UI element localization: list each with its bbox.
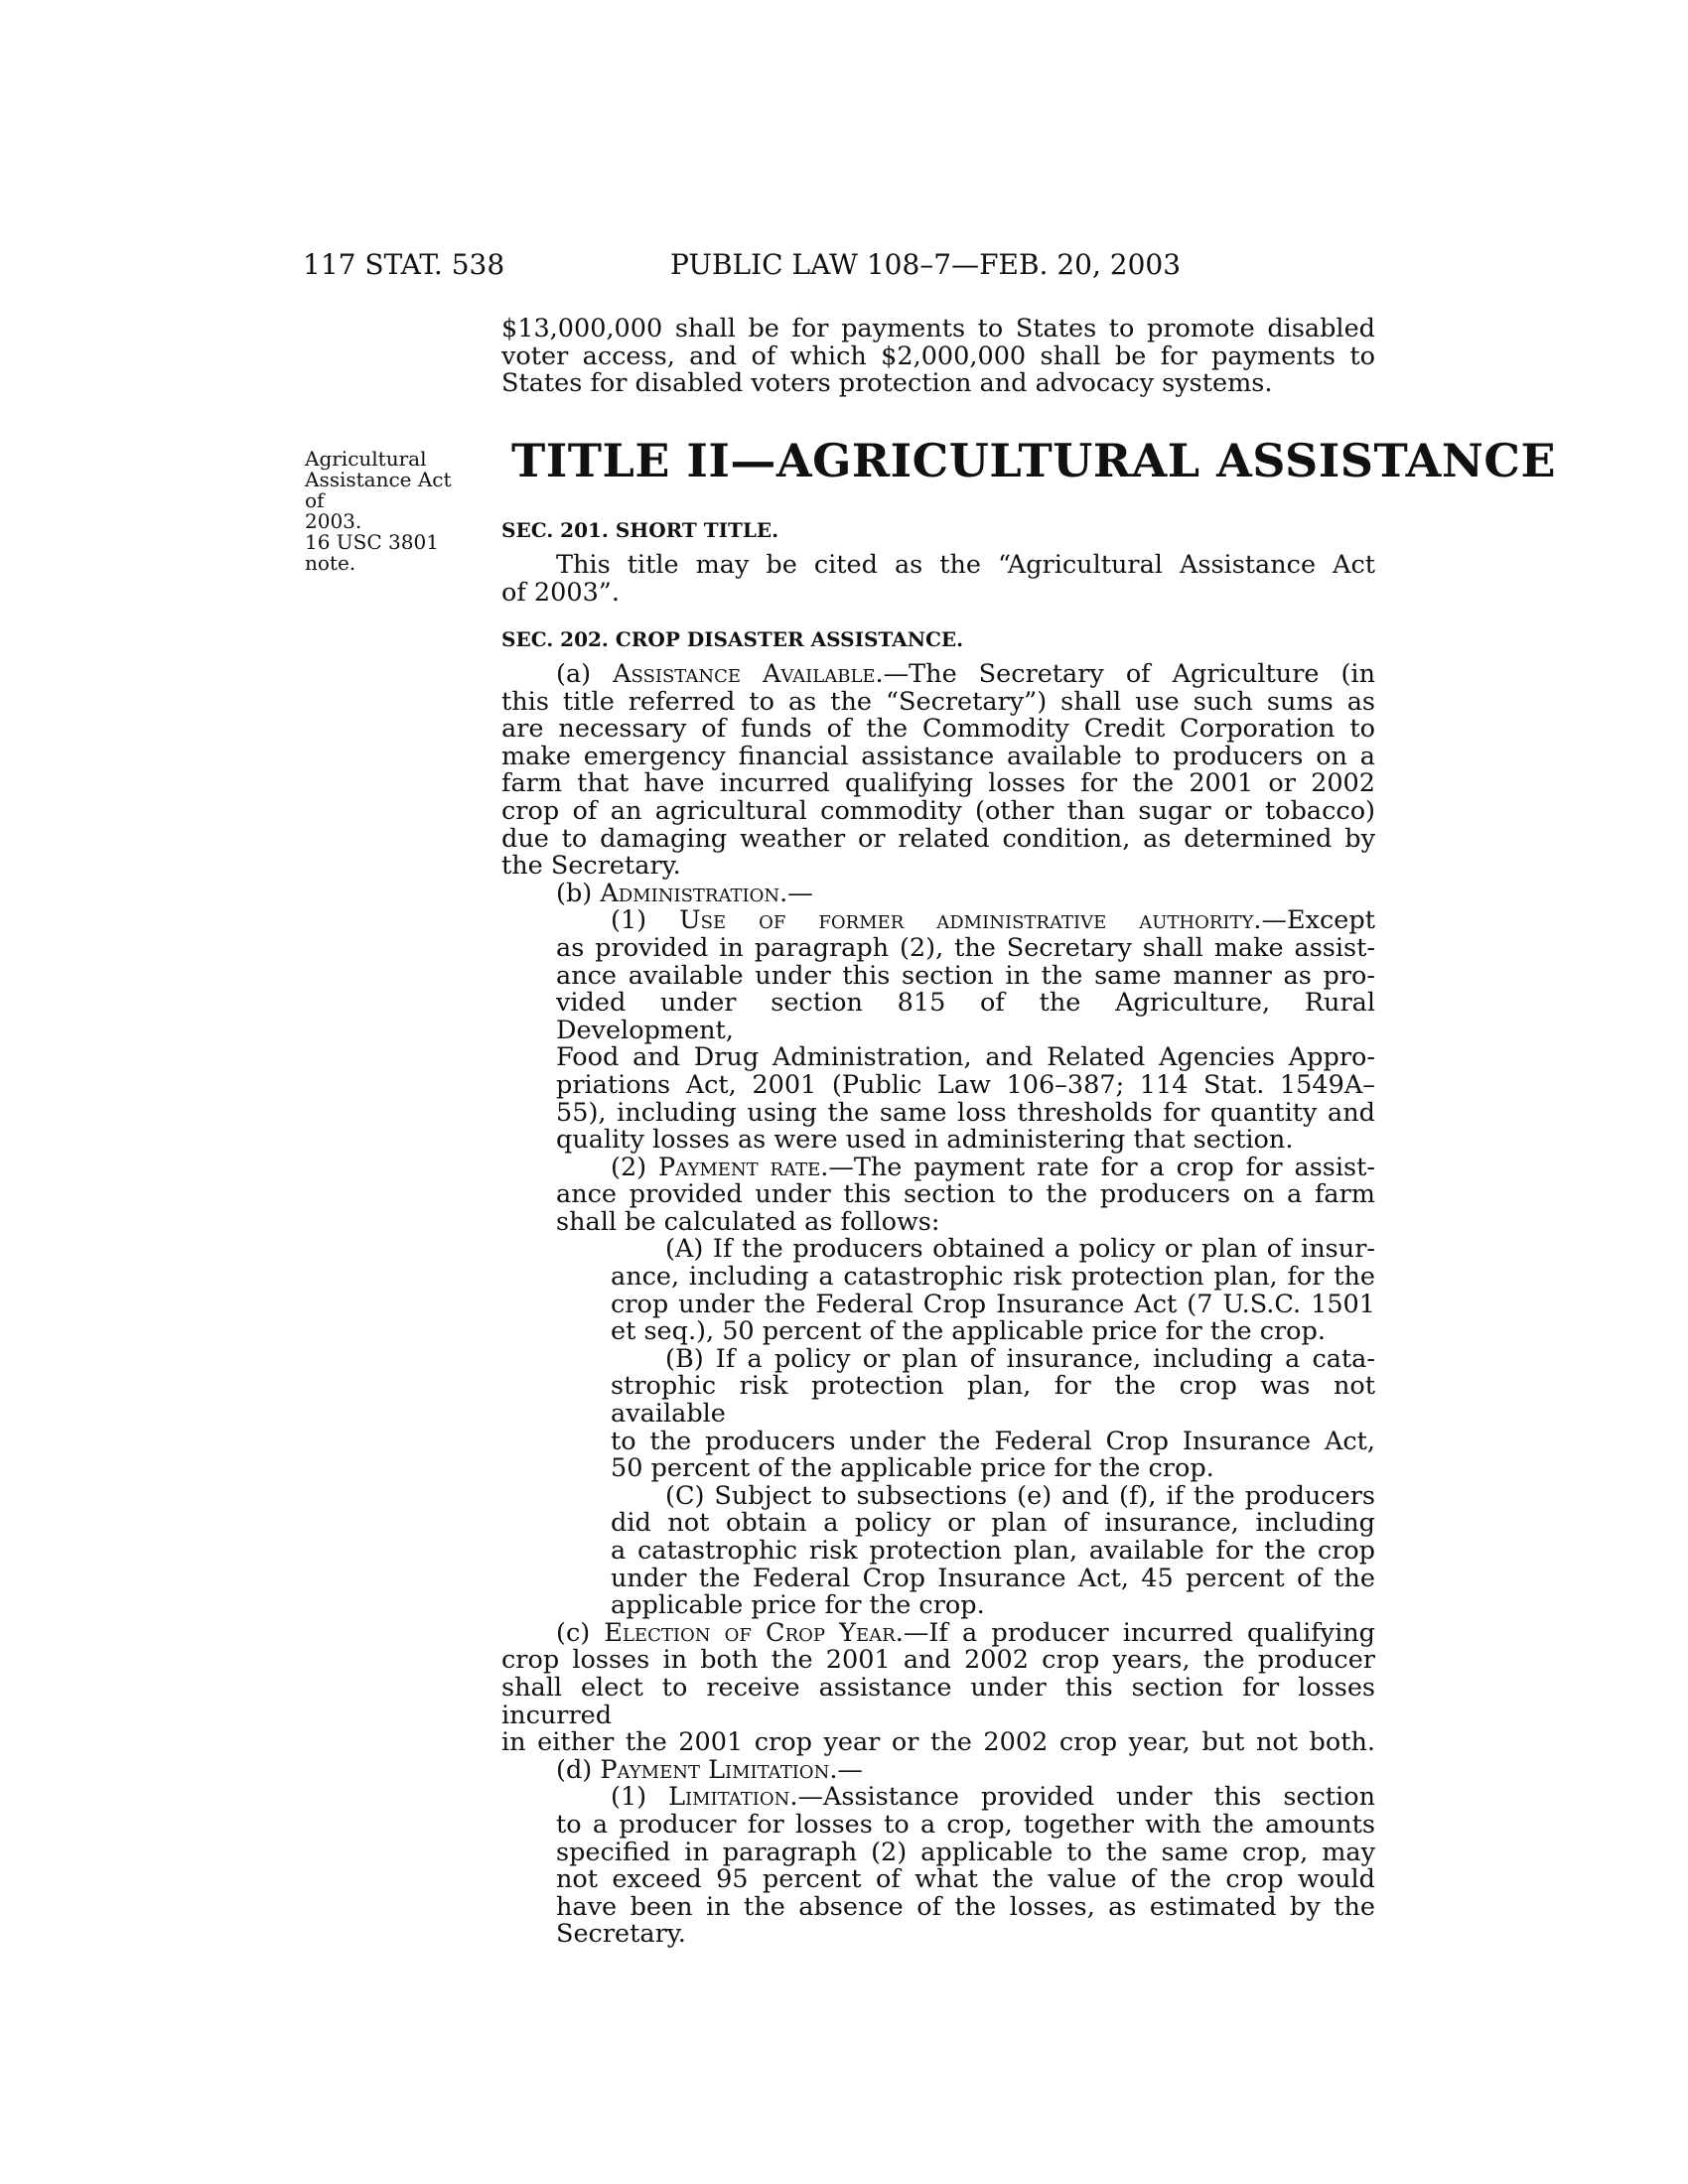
subparagraph-C: (C) Subject to subsections (e) and (f), if the producers did not obtain a policy or plan of insurance, including a catastrophic risk protection plan, available for the crop under the Federal Crop Insurance Act, 45 percent of the applicable price for the crop. xyxy=(611,1480,1375,1621)
text-line: 55), including using the same loss thresholds for quantity and xyxy=(556,1097,1375,1128)
text-line: of 2003”. xyxy=(501,577,620,608)
text-line: ance available under this section in the same manner as pro- xyxy=(556,960,1375,991)
paragraph-b2: (2) Payment rate.—The payment rate for a crop for assist- ance provided under this section to the producers on a farm shall be calculated as follows: xyxy=(556,1152,1375,1237)
text-line: Food and Drug Administration, and Related Agencies Appro- xyxy=(556,1042,1375,1073)
subparagraph-A: (A) If the producers obtained a policy or plan of insur- ance, including a catastrophic risk protection plan, for the crop under the Federal Crop Insurance Act (7 U.S.C. 1501 et seq.), 50 percent of the applicable price for the crop. xyxy=(611,1234,1375,1347)
text-line: crop losses in both the 2001 and 2002 crop years, the producer xyxy=(501,1645,1375,1676)
text-line: $13,000,000 shall be for payments to States to promote disabled xyxy=(501,314,1375,343)
text-line: quality losses as were used in administering that section. xyxy=(556,1125,1294,1156)
text-line: the Secretary. xyxy=(501,851,681,882)
paragraph-d1: (1) Limitation.—Assistance provided under this section to a producer for losses to a crop, together with the amounts specified in paragraph (2) applicable to the same crop, may not exceed 95 percent of what the value of the crop would have been in the absence of the losses, as estimated by the Secretary. xyxy=(556,1782,1375,1950)
text-line: shall elect to receive assistance under this section for losses incurred xyxy=(501,1672,1375,1730)
title-heading: TITLE II—AGRICULTURAL ASSISTANCE xyxy=(511,434,1557,487)
section-202-body xyxy=(501,661,1375,1949)
text-line: vided under section 815 of the Agriculture, Rural Development, xyxy=(556,988,1375,1045)
margin-note-short-title: Agricultural Assistance Act of 2003. 16 USC 3801 note. xyxy=(305,447,452,575)
text-line: States for disabled voters protection and advocacy systems. xyxy=(501,368,1273,399)
section-201-text xyxy=(501,552,1375,607)
text-line: in either the 2001 crop year or the 2002 crop year, but not both. xyxy=(501,1727,1375,1758)
subsection-d-heading: (d) Payment Limitation.— xyxy=(556,1754,863,1785)
text-line: shall be calculated as follows: xyxy=(556,1206,940,1237)
text-line: priations Act, 2001 (Public Law 106–387; 114 Stat. 1549A– xyxy=(556,1069,1375,1100)
intro-paragraph xyxy=(501,316,1375,398)
text-line: as provided in paragraph (2), the Secretary shall make assist- xyxy=(556,932,1375,963)
section-202-heading: SEC. 202. CROP DISASTER ASSISTANCE. xyxy=(501,627,964,651)
subparagraph-B: (B) If a policy or plan of insurance, including a cata- strophic risk protection plan, for the crop was not available to the producers under the Federal Crop Insurance Act, 50 percent of the applicable price for the crop. xyxy=(611,1343,1375,1484)
subsection-a-line: (a) Assistance Available.—The Secretary of Agriculture (in xyxy=(556,659,1376,689)
text-line: farm that have incurred qualifying losses for the 2001 or 2002 xyxy=(501,768,1375,799)
text-line: this title referred to as the “Secretary”) shall use such sums as xyxy=(501,686,1375,717)
running-header: PUBLIC LAW 108–7—FEB. 20, 2003 xyxy=(670,248,1182,281)
text-line: crop of an agricultural commodity (other than sugar or tobacco) xyxy=(501,795,1375,826)
subsection-b-heading: (b) Administration.— xyxy=(556,878,813,908)
text-line: are necessary of funds of the Commodity Credit Corporation to xyxy=(501,714,1375,745)
section-201-heading: SEC. 201. SHORT TITLE. xyxy=(501,518,779,542)
paragraph-b1: (1) Use of former administrative authority.—Except as provided in paragraph (2), the Secretary shall make assist- ance available under this section in the same manner as pro- vided under section 815 of the Agriculture, Rural Development, Food and Drug Administration, and Related Agencies Appro- priations Act, 2001 (Public Law 106–387; 114 Stat. 1549A– 55), including using the same loss thresholds for quantity and quality losses as were used in administering that section. xyxy=(556,905,1375,1156)
text-line: voter access, and of which $2,000,000 shall be for payments to xyxy=(501,341,1375,371)
text-line: This title may be cited as the “Agricultural Assistance Act xyxy=(556,550,1375,580)
text-line: make emergency financial assistance available to producers on a xyxy=(501,741,1375,771)
subsection-c-line: (c) Election of Crop Year.—If a producer incurred qualifying xyxy=(556,1617,1375,1648)
page-stat-number: 117 STAT. 538 xyxy=(303,248,505,281)
text-line: due to damaging weather or related condition, as determined by xyxy=(501,823,1375,854)
text-line: ance provided under this section to the producers on a farm xyxy=(556,1179,1375,1210)
